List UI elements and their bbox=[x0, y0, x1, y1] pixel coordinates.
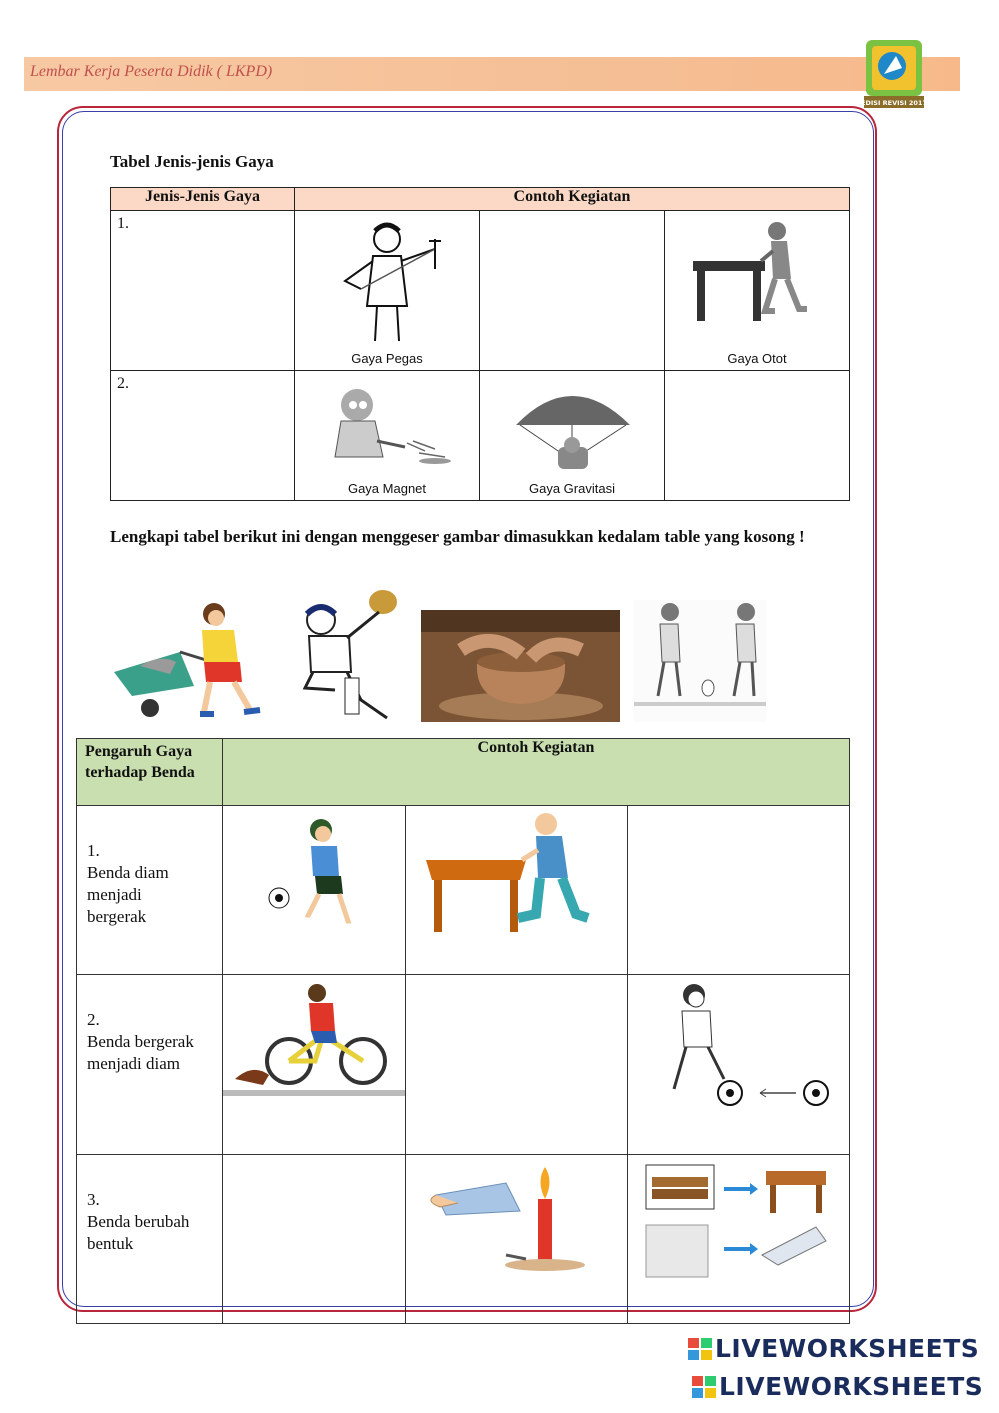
t2-r3-c2-drop[interactable] bbox=[406, 1155, 628, 1324]
man-pushing-table-color-image bbox=[406, 806, 627, 940]
table-jenis-gaya bbox=[110, 187, 850, 501]
table-row bbox=[111, 211, 850, 371]
drag-kicking-boys-image[interactable] bbox=[634, 600, 766, 722]
t2-r1-c2-drop[interactable] bbox=[406, 806, 628, 975]
boy-bicycle-image bbox=[223, 975, 405, 1120]
wood-paper-change-image bbox=[628, 1155, 849, 1289]
header-title: Lembar Kerja Peserta Didik ( LKPD) bbox=[30, 63, 273, 80]
t2-row2-label: 2.Benda bergerak menjadi diam bbox=[77, 975, 223, 1155]
table-row bbox=[77, 975, 850, 1155]
t2-r3-c3-drop[interactable] bbox=[628, 1155, 850, 1324]
plastic-candle-image bbox=[406, 1155, 627, 1289]
t1-r1-c3-drop[interactable] bbox=[665, 211, 850, 371]
table-row bbox=[77, 1155, 850, 1324]
t1-r2-c1-drop[interactable] bbox=[295, 371, 480, 501]
table1-heading: Tabel Jenis-jenis Gaya bbox=[110, 152, 274, 171]
boy-kicking-soccer-image bbox=[223, 806, 405, 940]
t1-r1-c2-drop[interactable] bbox=[480, 211, 665, 371]
t1-col2-header: Contoh Kegiatan bbox=[295, 188, 850, 211]
drag-pottery-image[interactable] bbox=[421, 610, 620, 722]
table-row bbox=[77, 806, 850, 975]
boy-stopping-ball-image bbox=[628, 975, 849, 1120]
slingshot-boy-image bbox=[295, 211, 479, 362]
curriculum-logo bbox=[862, 38, 926, 110]
t2-r1-c3-drop[interactable] bbox=[628, 806, 850, 975]
caption-gaya-magnet: Gaya Magnet bbox=[347, 481, 427, 496]
liveworksheets-brand-2: LIVEWORKSHEETS bbox=[692, 1372, 983, 1401]
t1-col1-header: Jenis-Jenis Gaya bbox=[111, 188, 295, 211]
girl-magnet-image bbox=[295, 371, 479, 492]
t1-r2-c3-drop[interactable] bbox=[665, 371, 850, 501]
liveworksheets-logo-icon bbox=[688, 1338, 712, 1360]
liveworksheets-logo-icon bbox=[692, 1376, 716, 1398]
table-pengaruh-gaya bbox=[76, 738, 850, 1324]
man-pushing-table-image bbox=[665, 211, 849, 362]
t2-row1-label: 1.Benda diam menjadi bergerak bbox=[77, 806, 223, 975]
table-row bbox=[111, 371, 850, 501]
drag-wheelbarrow-image[interactable] bbox=[110, 600, 270, 722]
t1-r1-c1-drop[interactable] bbox=[295, 211, 480, 371]
t1-row1-num: 1. bbox=[111, 211, 295, 371]
t2-r1-c1-drop[interactable] bbox=[223, 806, 406, 975]
t1-row2-num: 2. bbox=[111, 371, 295, 501]
t2-col2-header: Contoh Kegiatan bbox=[223, 739, 850, 806]
instruction-text: Lengkapi tabel berikut ini dengan menggeser gambar dimasukkan kedalam table yang kosong ! bbox=[110, 527, 805, 546]
drag-baseball-image[interactable] bbox=[291, 588, 405, 722]
t2-r2-c2-drop[interactable] bbox=[406, 975, 628, 1155]
caption-gaya-otot: Gaya Otot bbox=[727, 351, 787, 366]
t2-r2-c1-drop[interactable] bbox=[223, 975, 406, 1155]
caption-gaya-gravitasi: Gaya Gravitasi bbox=[529, 481, 615, 496]
logo-text: EDISI REVISI 2017 bbox=[862, 99, 926, 107]
header-band bbox=[24, 57, 960, 91]
caption-gaya-pegas: Gaya Pegas bbox=[351, 351, 423, 366]
t2-col1-header: Pengaruh Gaya terhadap Benda bbox=[77, 739, 223, 806]
t2-row3-label: 3.Benda berubah bentuk bbox=[77, 1155, 223, 1324]
liveworksheets-brand-1: LIVEWORKSHEETS bbox=[688, 1334, 979, 1363]
t2-r2-c3-drop[interactable] bbox=[628, 975, 850, 1155]
t1-r2-c2-drop[interactable] bbox=[480, 371, 665, 501]
t2-r3-c1-drop[interactable] bbox=[223, 1155, 406, 1324]
parachute-gravity-image bbox=[480, 371, 664, 492]
